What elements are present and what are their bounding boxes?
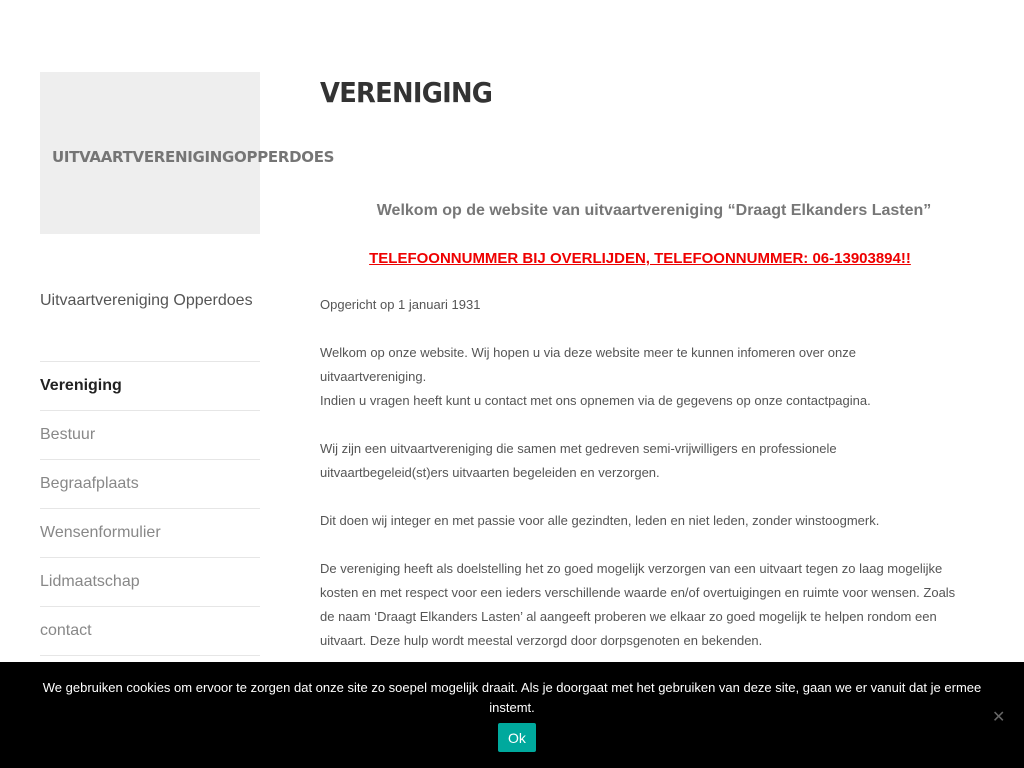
- close-icon[interactable]: ✕: [992, 709, 1006, 726]
- page-title: VERENIGING: [320, 76, 493, 109]
- integrity-paragraph: Dit doen wij integer en met passie voor alle gezindten, leden en niet leden, zonder winstoogmerk.: [320, 513, 880, 528]
- sidebar: [40, 72, 335, 656]
- contact-paragraph: Indien u vragen heeft kunt u contact met ons opnemen via de gegevens op onze contactpagina.: [320, 393, 871, 408]
- nav-item-wensenformulier[interactable]: Wensenformulier: [40, 509, 260, 558]
- logo-text: UITVAARTVERENIGINGOPPERDOES: [52, 148, 335, 166]
- cookie-message: We gebruiken cookies om ervoor te zorgen dat onze site zo soepel mogelijk draait. Als je doorgaat met het gebruiken van deze site, gaan we er vanuit dat je ermee instemt.: [42, 680, 982, 715]
- nav-item-contact[interactable]: contact: [40, 607, 260, 656]
- site-logo[interactable]: [40, 72, 335, 234]
- nav-item-bestuur[interactable]: Bestuur: [40, 411, 260, 460]
- main-nav: [40, 361, 260, 656]
- intro-paragraph: Welkom op onze website. Wij hopen u via deze website meer te kunnen infomeren over onze uitvaartvereniging.: [320, 345, 856, 384]
- cookie-ok-button[interactable]: Ok: [498, 723, 536, 752]
- about-paragraph: Wij zijn een uitvaartvereniging die samen met gedreven semi-vrijwilligers en professionele uitvaartbegeleid(st)ers uitvaarten begeleiden en verzorgen.: [320, 441, 837, 480]
- founded-text: Opgericht op 1 januari 1931: [320, 297, 481, 312]
- main-content: [320, 72, 960, 653]
- emergency-phone-link[interactable]: TELEFOONNUMMER BIJ OVERLIJDEN, TELEFOONNUMMER: 06-13903894!!: [369, 250, 911, 267]
- welcome-heading: Welkom op de website van uitvaartvereniging “Draagt Elkanders Lasten”: [376, 202, 932, 219]
- nav-item-lidmaatschap[interactable]: Lidmaatschap: [40, 558, 260, 607]
- cookie-banner: [0, 662, 1024, 768]
- nav-item-vereniging[interactable]: Vereniging: [40, 362, 260, 411]
- site-name: Uitvaartvereniging Opperdoes: [40, 292, 253, 309]
- nav-item-begraafplaats[interactable]: Begraafplaats: [40, 460, 260, 509]
- goal-paragraph: De vereniging heeft als doelstelling het zo goed mogelijk verzorgen van een uitvaart tegen zo laag mogelijke kosten en met respect voor een ieders verschillende waarde en/of overtuigingen en ruimte voor wensen. Zoals de naam ‘Draagt Elkanders Lasten’ al aangeeft proberen we elkaar zo goed mogelijk te helpen rondom een uitvaart. Deze hulp wordt meestal verzorgd door dorpsgenoten en bekenden.: [320, 561, 956, 648]
